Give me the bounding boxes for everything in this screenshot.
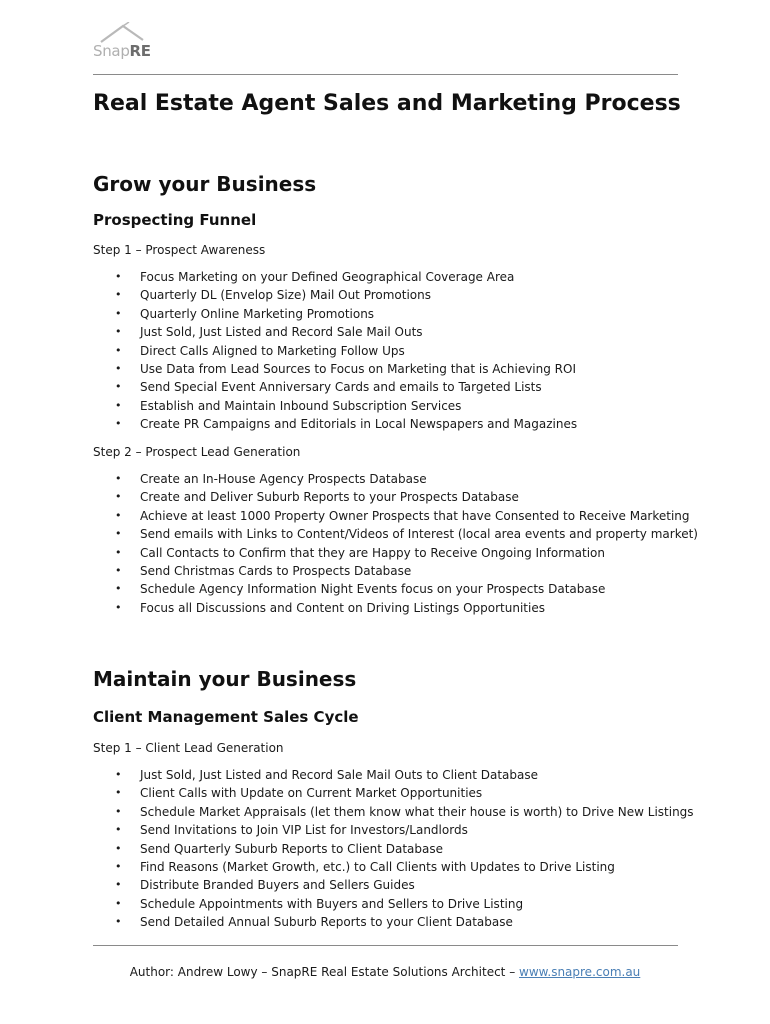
list-item-text: Direct Calls Aligned to Marketing Follow Ups — [140, 343, 405, 358]
bullet-icon: • — [115, 896, 122, 910]
list-item-text: Just Sold, Just Listed and Record Sale Mail Outs — [140, 325, 423, 340]
bullet-icon: • — [115, 859, 122, 873]
bullet-icon: • — [115, 823, 122, 837]
bullet-icon: • — [115, 582, 122, 596]
list-item-text: Send Quarterly Suburb Reports to Client Database — [140, 841, 443, 856]
footer — [0, 964, 770, 980]
snapre-logo — [93, 22, 163, 66]
list-item-text: Send Special Event Anniversary Cards and emails to Targeted Lists — [140, 380, 542, 395]
list-item-text: Create an In-House Agency Prospects Database — [140, 472, 427, 486]
bullet-icon: • — [115, 270, 122, 283]
list-item-text: Create and Deliver Suburb Reports to your Prospects Database — [140, 490, 519, 505]
bullet-icon: • — [115, 786, 122, 800]
list-item-text: Use Data from Lead Sources to Focus on Marketing that is Achieving ROI — [140, 361, 576, 376]
bullet-icon: • — [115, 325, 122, 339]
bullet-icon: • — [115, 545, 122, 559]
bullet-icon: • — [115, 472, 122, 485]
list-item-text: Find Reasons (Market Growth, etc.) to Call Clients with Updates to Drive Listing — [140, 859, 615, 874]
list-item-text: Send Christmas Cards to Prospects Database — [140, 563, 412, 578]
bullet-icon: • — [115, 490, 122, 504]
subheading-client-management: Client Management Sales Cycle — [93, 708, 359, 726]
bullet-icon: • — [115, 841, 122, 855]
bullet-icon: • — [115, 768, 122, 781]
list-item-text: Establish and Maintain Inbound Subscription Services — [140, 398, 462, 413]
list-item-text: Schedule Appointments with Buyers and Sellers to Drive Listing — [140, 896, 524, 911]
list-item-text: Quarterly Online Marketing Promotions — [140, 306, 375, 321]
bullet-icon: • — [115, 306, 122, 320]
bullet-icon: • — [115, 288, 122, 302]
logo-wordmark — [93, 42, 151, 60]
step-label-client-lead-generation: Step 1 – Client Lead Generation — [93, 741, 284, 755]
list-item-text: Focus all Discussions and Content on Driving Listings Opportunities — [140, 600, 545, 615]
header-divider — [93, 74, 678, 75]
step-label-prospect-awareness: Step 1 – Prospect Awareness — [93, 243, 266, 257]
bullet-icon: • — [115, 417, 122, 431]
list-item-text: Schedule Agency Information Night Events focus on your Prospects Database — [140, 582, 606, 597]
bullet-icon: • — [115, 361, 122, 375]
footer-website-link[interactable]: www.snapre.com.au — [519, 965, 641, 979]
bullet-icon: • — [115, 398, 122, 412]
bullet-icon: • — [115, 380, 122, 394]
document-title: Real Estate Agent Sales and Marketing Process — [93, 91, 681, 116]
list-item-text: Achieve at least 1000 Property Owner Prospects that have Consented to Receive Marketing — [140, 508, 690, 523]
footer-divider — [93, 945, 678, 946]
bullet-icon: • — [115, 804, 122, 818]
bullet-icon: • — [115, 915, 122, 929]
section-heading-grow: Grow your Business — [93, 172, 317, 196]
list-item-text: Client Calls with Update on Current Market Opportunities — [140, 786, 483, 801]
logo-snap-text: Snap — [93, 42, 130, 60]
list-item-text: Focus Marketing on your Defined Geographical Coverage Area — [140, 270, 515, 284]
subheading-prospecting-funnel: Prospecting Funnel — [93, 211, 257, 229]
list-item-text: Schedule Market Appraisals (let them know what their house is worth) to Drive New Listings — [140, 804, 694, 819]
list-item-text: Call Contacts to Confirm that they are Happy to Receive Ongoing Information — [140, 545, 605, 560]
house-roof-icon — [93, 22, 163, 44]
list-item-text: Create PR Campaigns and Editorials in Local Newspapers and Magazines — [140, 417, 578, 432]
list-item-text: Send emails with Links to Content/Videos of Interest (local area events and property market) — [140, 527, 698, 542]
footer-author-text: Author: Andrew Lowy – SnapRE Real Estate Solutions Architect – — [129, 965, 520, 979]
section-heading-maintain: Maintain your Business — [93, 667, 357, 691]
step-label-prospect-lead-generation: Step 2 – Prospect Lead Generation — [93, 445, 301, 459]
list-item-text: Just Sold, Just Listed and Record Sale Mail Outs to Client Database — [140, 768, 539, 782]
bullet-icon: • — [115, 563, 122, 577]
bullet-icon: • — [115, 527, 122, 541]
bullet-icon: • — [115, 508, 122, 522]
list-item-text: Distribute Branded Buyers and Sellers Guides — [140, 878, 415, 893]
bullet-icon: • — [115, 878, 122, 892]
list-item-text: Quarterly DL (Envelop Size) Mail Out Promotions — [140, 288, 432, 303]
list-item-text: Send Detailed Annual Suburb Reports to your Client Database — [140, 915, 513, 930]
logo-re-text: RE — [129, 42, 151, 60]
bullet-icon: • — [115, 343, 122, 357]
list-item-text: Send Invitations to Join VIP List for Investors/Landlords — [140, 823, 468, 838]
bullet-icon: • — [115, 600, 122, 614]
